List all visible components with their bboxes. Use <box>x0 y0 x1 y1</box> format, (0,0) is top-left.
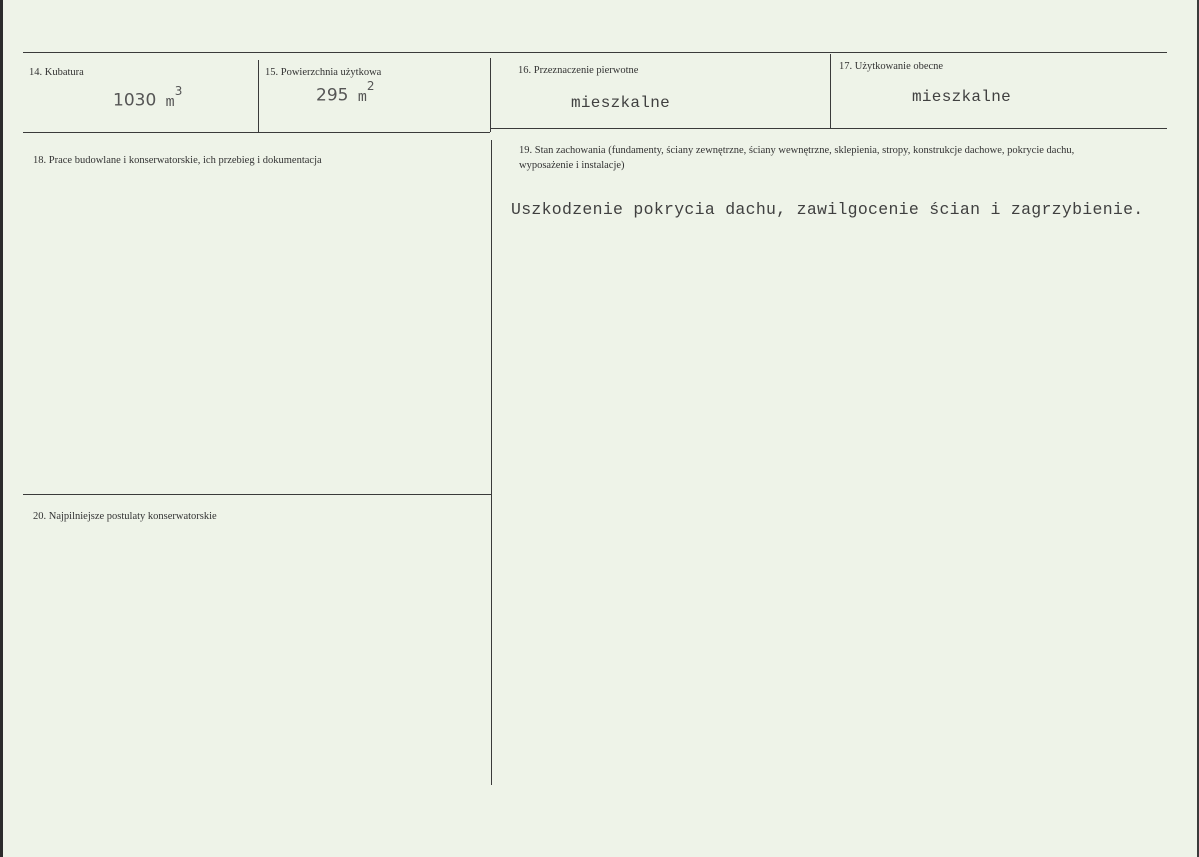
powierzchnia-unit-sup: 2 <box>366 79 375 93</box>
top-rule <box>23 52 1167 53</box>
field-17-value: mieszkalne <box>912 88 1012 106</box>
field-18-label: 18. Prace budowlane i konserwatorskie, ich przebieg i dokumentacja <box>33 155 322 166</box>
row1-bottom-rule-right <box>490 128 1167 129</box>
divider-14-15 <box>258 60 259 132</box>
divider-16-17 <box>830 54 831 128</box>
field-14-label: 14. Kubatura <box>29 67 84 78</box>
field-20-label: 20. Najpilniejsze postulaty konserwatorskie <box>33 511 217 522</box>
field-15-value <box>316 79 375 106</box>
field-16-value: mieszkalne <box>571 94 671 112</box>
field-19-value: Uszkodzenie pokrycia dachu, zawilgocenie ścian i zagrzybienie. <box>511 200 1144 219</box>
divider-main <box>491 140 492 785</box>
rule-18-20 <box>23 494 491 495</box>
powierzchnia-unit: m <box>357 88 367 106</box>
field-15-label: 15. Powierzchnia użytkowa <box>265 67 382 78</box>
kubatura-unit-sup: 3 <box>174 84 183 98</box>
field-17-label: 17. Użytkowanie obecne <box>839 61 944 72</box>
field-14-value <box>113 84 183 111</box>
divider-15-16 <box>490 58 491 132</box>
kubatura-number: 1030 <box>113 90 157 111</box>
powierzchnia-number: 295 <box>316 85 349 106</box>
kubatura-unit: m <box>165 93 175 111</box>
field-19-label: 19. Stan zachowania (fundamenty, ściany zewnętrzne, ściany wewnętrzne, sklepienia, stropy, konstrukcje dachowe, pokrycie dachu, wyposażenie i instalacje) <box>519 145 1075 171</box>
row1-bottom-rule <box>23 132 490 133</box>
field-16-label: 16. Przeznaczenie pierwotne <box>518 65 639 76</box>
